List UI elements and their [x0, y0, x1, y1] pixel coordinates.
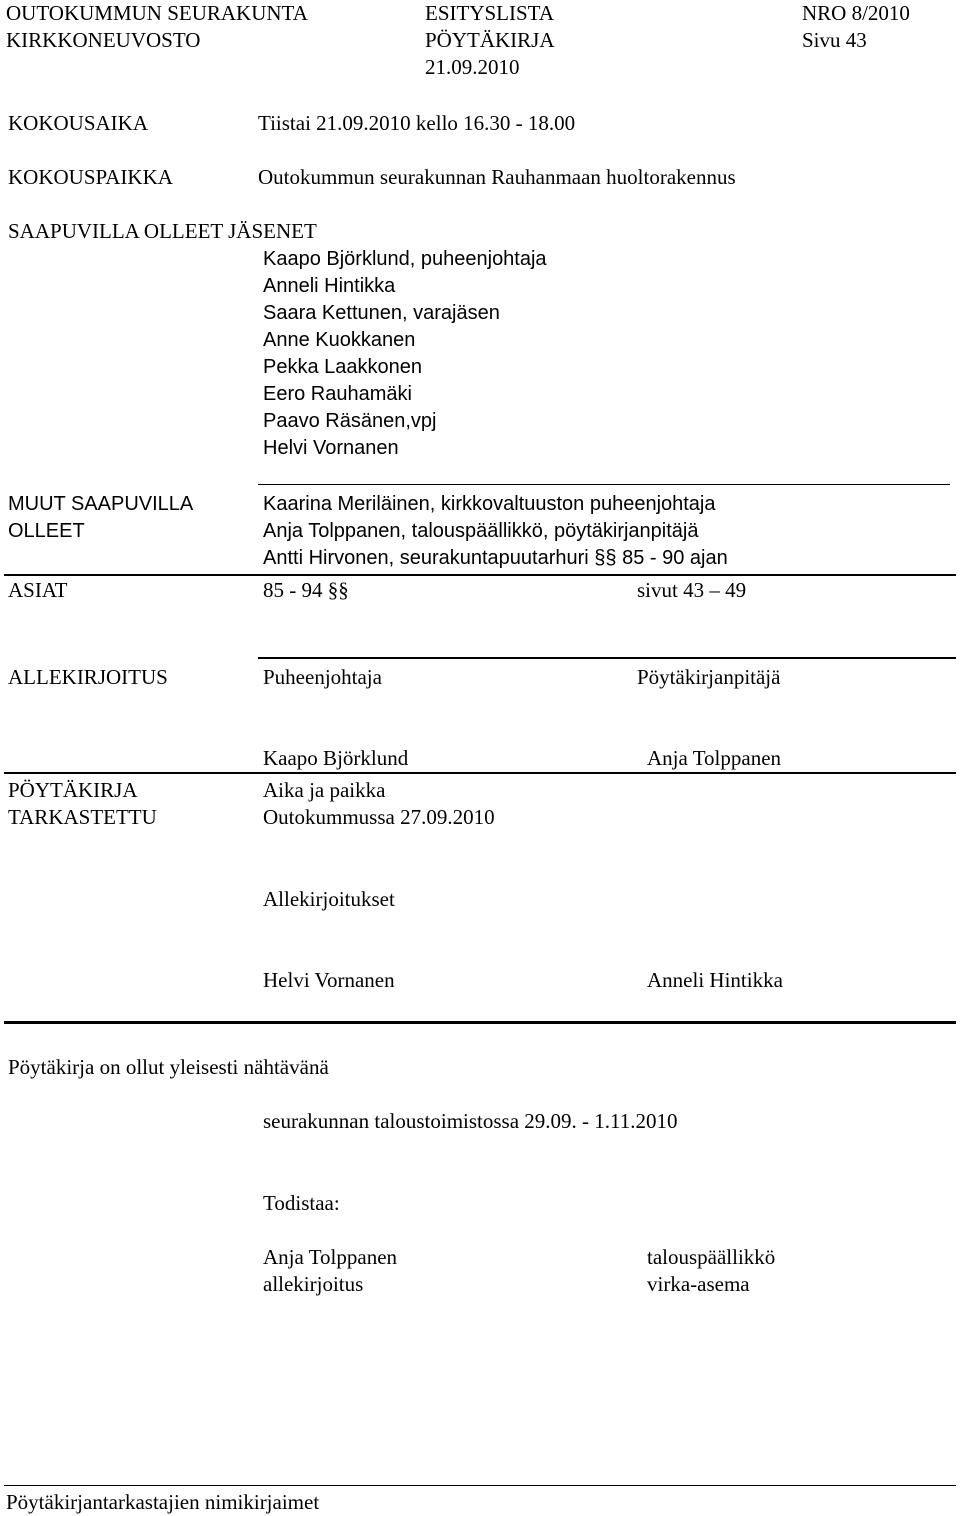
member-item: Eero Rauhamäki — [263, 383, 412, 405]
others-item: Antti Hirvonen, seurakuntapuutarhuri §§ 85 - 90 ajan — [263, 547, 728, 569]
header-org: OUTOKUMMUN SEURAKUNTA — [6, 1, 308, 25]
header-page: Sivu 43 — [802, 28, 867, 52]
signature-caption: allekirjoitus — [263, 1272, 364, 1296]
others-label-line2: OLLEET — [8, 520, 85, 542]
review-label-line2: TARKASTETTU — [8, 805, 157, 829]
chair-name: Kaapo Björklund — [263, 746, 409, 770]
signature-divider-top — [258, 657, 956, 659]
member-item: Anne Kuokkanen — [263, 329, 416, 351]
chair-role: Puheenjohtaja — [263, 665, 382, 689]
reviewer-name: Helvi Vornanen — [263, 968, 395, 992]
review-divider — [4, 772, 956, 774]
footer-divider — [4, 1485, 956, 1486]
position-caption: virka-asema — [647, 1272, 750, 1296]
items-pages: sivut 43 – 49 — [637, 578, 747, 602]
others-item: Anja Tolppanen, talouspäällikkö, pöytäkirjanpitäjä — [263, 520, 699, 542]
header-doc-type-minutes: PÖYTÄKIRJA — [425, 28, 555, 52]
header-date: 21.09.2010 — [425, 55, 520, 79]
member-item: Helvi Vornanen — [263, 437, 399, 459]
meeting-time-label: KOKOUSAIKA — [8, 111, 148, 135]
review-time-place-value: Outokummussa 27.09.2010 — [263, 805, 495, 829]
reviewer-name: Anneli Hintikka — [647, 968, 783, 992]
meeting-place-label: KOKOUSPAIKKA — [8, 165, 173, 189]
review-time-place-label: Aika ja paikka — [263, 778, 386, 802]
review-label-line1: PÖYTÄKIRJA — [8, 778, 138, 802]
display-divider — [4, 1021, 956, 1024]
others-divider — [4, 574, 956, 576]
items-label: ASIAT — [8, 578, 68, 602]
members-divider — [258, 484, 950, 485]
header-body: KIRKKONEUVOSTO — [6, 28, 201, 52]
member-item: Anneli Hintikka — [263, 275, 396, 297]
certifier-name: Anja Tolppanen — [263, 1245, 398, 1269]
footer-initials-label: Pöytäkirjantarkastajien nimikirjaimet — [6, 1490, 320, 1514]
secretary-role: Pöytäkirjanpitäjä — [637, 665, 781, 689]
header-doc-type-agenda: ESITYSLISTA — [425, 1, 554, 25]
display-label: Pöytäkirja on ollut yleisesti nähtävänä — [8, 1055, 329, 1079]
member-item: Saara Kettunen, varajäsen — [263, 302, 500, 324]
signatures-label: ALLEKIRJOITUS — [8, 665, 168, 689]
items-range: 85 - 94 §§ — [263, 578, 349, 602]
display-location: seurakunnan taloustoimistossa 29.09. - 1.11.2010 — [263, 1109, 678, 1133]
certify-label: Todistaa: — [263, 1191, 340, 1215]
member-item: Kaapo Björklund, puheenjohtaja — [263, 248, 547, 270]
review-signatures-label: Allekirjoitukset — [263, 887, 395, 911]
member-item: Paavo Räsänen,vpj — [263, 410, 437, 432]
member-item: Pekka Laakkonen — [263, 356, 423, 378]
header-number: NRO 8/2010 — [802, 1, 910, 25]
secretary-name: Anja Tolppanen — [647, 746, 782, 770]
others-label-line1: MUUT SAAPUVILLA — [8, 493, 194, 515]
meeting-place-value: Outokummun seurakunnan Rauhanmaan huoltorakennus — [258, 165, 736, 189]
certifier-title: talouspäällikkö — [647, 1245, 776, 1269]
others-item: Kaarina Meriläinen, kirkkovaltuuston puheenjohtaja — [263, 493, 716, 515]
members-label: SAAPUVILLA OLLEET JÄSENET — [8, 219, 317, 243]
meeting-time-value: Tiistai 21.09.2010 kello 16.30 - 18.00 — [258, 111, 576, 135]
